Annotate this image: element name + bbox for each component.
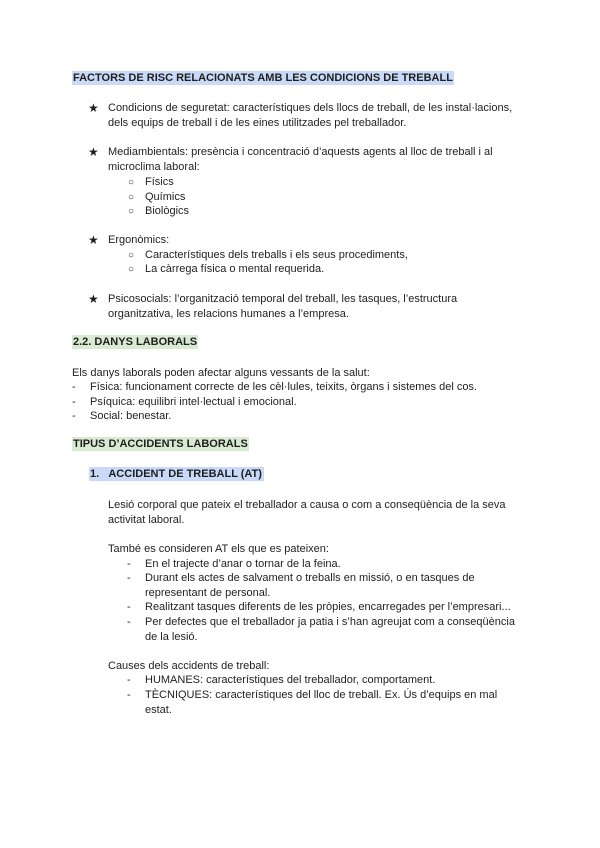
at-also-item: Per defectes que el treballador ja patia i s’han agreujat com a conseqüència — [145, 616, 515, 628]
risk-factor-line: Mediambientals: presència i concentració d’aquests agents al lloc de treball i al — [108, 146, 493, 158]
causes-intro: Causes dels accidents de treball: — [108, 660, 270, 672]
circle-bullet-icon: ○ — [128, 206, 135, 217]
risk-factor-line: Condicions de seguretat: característiques dels llocs de treball, de les instal·lacions, — [108, 102, 513, 114]
section-heading-accidents: TIPUS D’ACCIDENTS LABORALS — [73, 438, 248, 450]
dash-bullet-icon: - — [72, 410, 76, 422]
at-also-item: Durant els actes de salvament o treballs en missió, o en tasques de — [145, 572, 475, 584]
star-bullet-icon: ★ — [88, 292, 99, 306]
cause-item: HUMANES: característiques del treballador, comportament. — [145, 674, 436, 686]
circle-bullet-icon: ○ — [128, 177, 135, 188]
dash-bullet-icon: - — [127, 674, 131, 686]
risk-factor-line: organitzativa, les relacions humanes a l’empresa. — [108, 308, 349, 320]
dash-bullet-icon: - — [72, 396, 76, 408]
risk-factor-line: microclima laboral: — [108, 161, 200, 173]
star-bullet-icon: ★ — [88, 145, 99, 159]
danys-item: Física: funcionament correcte de les cèl·lules, teixits, òrgans i sistemes del cos. — [90, 381, 477, 393]
at-also-item: de la lesió. — [145, 631, 198, 643]
dash-bullet-icon: - — [127, 616, 131, 628]
dash-bullet-icon: - — [127, 572, 131, 584]
risk-subitem: Biològics — [145, 205, 190, 217]
danys-intro: Els danys laborals poden afectar alguns vessants de la salut: — [72, 367, 370, 379]
danys-item: Social: benestar. — [90, 410, 172, 422]
dash-bullet-icon: - — [72, 381, 76, 393]
at-definition-line: activitat laboral. — [108, 514, 185, 526]
cause-item: TÈCNIQUES: característiques del lloc de treball. Ex. Ús d’equips en mal — [145, 689, 498, 701]
circle-bullet-icon: ○ — [128, 264, 135, 275]
risk-factor-line: Ergonòmics: — [108, 234, 170, 246]
at-definition-line: Lesió corporal que pateix el treballador a causa o com a conseqüència de la seva — [108, 499, 506, 511]
at-also-item: En el trajecte d’anar o tornar de la feina. — [145, 558, 341, 570]
at-also-intro: També es consideren AT els que es pateixen: — [108, 543, 329, 555]
dash-bullet-icon: - — [127, 689, 131, 701]
subsection-number: 1. — [90, 468, 100, 480]
dash-bullet-icon: - — [127, 558, 131, 570]
at-also-item: Realitzant tasques diferents de les pròpies, encarregades per l’empresari... — [145, 601, 511, 613]
risk-factor-line: Psicosocials: l’organització temporal del treball, les tasques, l’estructura — [108, 293, 458, 305]
star-bullet-icon: ★ — [88, 101, 99, 115]
circle-bullet-icon: ○ — [128, 250, 135, 261]
cause-item: estat. — [145, 704, 172, 716]
subsection-title: ACCIDENT DE TREBALL (AT) — [108, 468, 262, 480]
section-heading-risk-factors: FACTORS DE RISC RELACIONATS AMB LES CONDICIONS DE TREBALL — [73, 72, 453, 84]
star-bullet-icon: ★ — [88, 233, 99, 247]
risk-subitem: Característiques dels treballs i els seus procediments, — [145, 249, 408, 261]
subsection-heading-at — [89, 467, 264, 482]
risk-subitem: Físics — [145, 176, 174, 188]
section-heading-danys: 2.2. DANYS LABORALS — [73, 336, 198, 348]
at-also-item: representant de personal. — [145, 587, 271, 599]
risk-subitem: La càrrega física o mental requerida. — [145, 263, 325, 275]
risk-factor-line: dels equips de treball i de les eines utilitzades pel treballador. — [108, 117, 407, 129]
dash-bullet-icon: - — [127, 601, 131, 613]
danys-item: Psíquica: equilibri intel·lectual i emocional. — [90, 396, 297, 408]
circle-bullet-icon: ○ — [128, 192, 135, 203]
risk-subitem: Químics — [145, 191, 186, 203]
